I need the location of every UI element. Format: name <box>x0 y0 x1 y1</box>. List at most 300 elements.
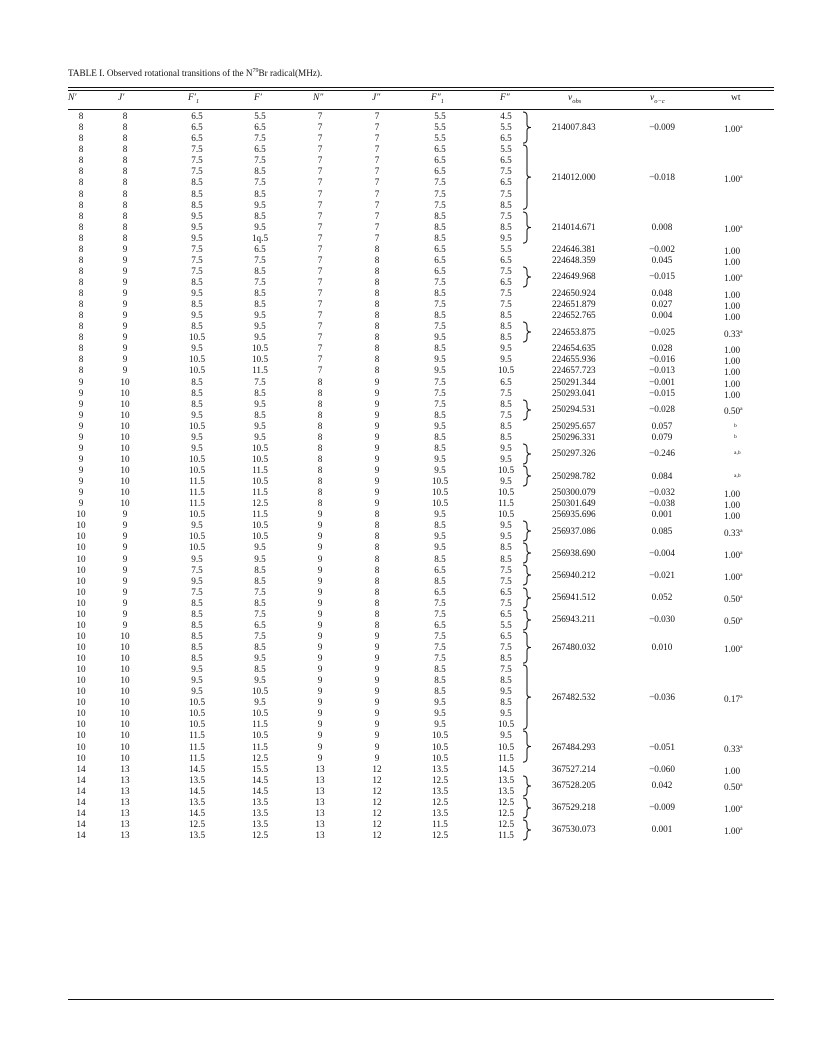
cell-f-double-prime: 8.5 <box>500 420 512 431</box>
cell-f1-prime: 9.5 <box>191 664 203 675</box>
cell-f-prime: 6.5 <box>254 619 266 630</box>
cell-j-prime: 10 <box>120 630 130 641</box>
cell-j-double-prime: 9 <box>374 431 380 442</box>
cell-f-prime: 10.5 <box>251 476 269 487</box>
cell-j-prime: 10 <box>120 487 130 498</box>
cell-nu-obs: 250293.041 <box>552 387 596 398</box>
wt-footnote-mark: b <box>734 433 737 440</box>
cell-f-double-prime: 6.5 <box>500 177 512 188</box>
group-brace <box>522 631 534 664</box>
cell-n-prime: 8 <box>78 365 84 376</box>
cell-n-prime: 8 <box>78 288 84 299</box>
cell-n-double-prime: 8 <box>317 376 323 387</box>
cell-j-prime: 9 <box>122 520 128 531</box>
cell-f1-prime: 8.5 <box>191 398 203 409</box>
cell-f-prime: 9.5 <box>254 653 266 664</box>
cell-f1-double-prime: 8.5 <box>434 210 446 221</box>
cell-j-prime: 9 <box>122 531 128 542</box>
cell-j-prime: 8 <box>122 199 128 210</box>
cell-f1-double-prime: 9.5 <box>434 465 446 476</box>
cell-n-prime: 9 <box>78 420 84 431</box>
cell-j-prime: 9 <box>122 365 128 376</box>
cell-j-double-prime: 7 <box>374 122 380 133</box>
cell-f1-prime: 10.5 <box>188 708 206 719</box>
cell-j-double-prime: 8 <box>374 542 380 553</box>
cell-f1-prime: 10.5 <box>188 420 206 431</box>
cell-f1-prime: 7.5 <box>191 166 203 177</box>
cell-nu-obs: 367527.214 <box>552 763 596 774</box>
cell-j-prime: 10 <box>120 442 130 453</box>
cell-f-prime: 11.5 <box>252 719 268 730</box>
wt-footnote-mark: a <box>740 223 743 230</box>
cell-j-prime: 8 <box>122 210 128 221</box>
cell-f1-prime: 10.5 <box>188 354 206 365</box>
wt-footnote-mark: a <box>740 826 743 833</box>
cell-f-double-prime: 7.5 <box>500 188 512 199</box>
cell-f-prime: 9.5 <box>254 542 266 553</box>
cell-f1-prime: 10.5 <box>188 697 206 708</box>
cell-j-prime: 9 <box>122 299 128 310</box>
cell-j-double-prime: 9 <box>374 730 380 741</box>
group-brace <box>522 730 534 763</box>
cell-j-prime: 10 <box>120 431 130 442</box>
group-brace <box>522 587 534 609</box>
cell-nu-obs: 256935.696 <box>552 509 596 520</box>
cell-n-double-prime: 13 <box>315 763 325 774</box>
cell-f-double-prime: 8.5 <box>500 431 512 442</box>
cell-n-double-prime: 7 <box>317 277 323 287</box>
cell-f-prime: 11.5 <box>252 509 268 520</box>
cell-wt <box>724 742 743 755</box>
cell-nu-obs: 250295.657 <box>552 420 596 431</box>
caption-text: TABLE I. Observed rotational transitions of the N <box>68 68 253 79</box>
cell-j-prime: 9 <box>122 332 128 343</box>
cell-nu-obs: 367529.218 <box>552 802 596 813</box>
cell-n-prime: 8 <box>78 155 84 166</box>
wt-value: 0.33 <box>724 328 741 339</box>
cell-f-prime: 7.5 <box>254 254 266 265</box>
cell-n-prime: 10 <box>76 597 86 608</box>
cell-nu-obs: 267482.532 <box>552 691 596 702</box>
cell-f1-double-prime: 13.5 <box>431 807 449 818</box>
cell-n-prime: 10 <box>76 719 86 730</box>
group-brace <box>522 775 534 797</box>
cell-n-prime: 10 <box>76 531 86 542</box>
cell-nu-o-c: 0.057 <box>651 420 673 431</box>
cell-f1-double-prime: 6.5 <box>434 254 446 265</box>
cell-f1-prime: 11.5 <box>189 498 205 509</box>
cell-j-double-prime: 9 <box>374 675 380 686</box>
cell-f1-double-prime: 8.5 <box>434 686 446 697</box>
cell-nu-o-c: −0.016 <box>649 354 675 365</box>
cell-n-prime: 9 <box>78 476 84 487</box>
cell-j-double-prime: 9 <box>374 465 380 476</box>
cell-n-double-prime: 7 <box>317 343 323 354</box>
cell-f-double-prime: 7.5 <box>500 597 512 608</box>
cell-n-double-prime: 13 <box>315 774 325 785</box>
cell-nu-o-c: −0.030 <box>649 614 675 625</box>
cell-j-double-prime: 12 <box>372 818 382 829</box>
cell-f1-double-prime: 8.5 <box>434 310 446 321</box>
cell-n-prime: 8 <box>78 122 84 133</box>
cell-f-double-prime: 9.5 <box>500 343 512 354</box>
cell-wt <box>724 570 743 583</box>
cell-n-prime: 9 <box>78 398 84 409</box>
cell-nu-obs: 224651.879 <box>552 299 596 310</box>
cell-j-double-prime: 8 <box>374 564 380 575</box>
wt-value: 1.00 <box>724 826 741 837</box>
cell-n-prime: 10 <box>76 630 86 641</box>
cell-f1-double-prime: 8.5 <box>434 553 446 564</box>
cell-f-prime: 10.5 <box>251 520 269 531</box>
cell-f-double-prime: 7.5 <box>500 210 512 221</box>
header-label: ν <box>650 93 655 103</box>
cell-j-double-prime: 8 <box>374 343 380 354</box>
wt-value: 1.00 <box>724 245 741 256</box>
cell-n-prime: 8 <box>78 188 84 199</box>
cell-nu-obs: 250301.649 <box>552 498 596 509</box>
cell-n-double-prime: 13 <box>315 796 325 807</box>
cell-wt <box>724 327 743 340</box>
wt-value: 1.00 <box>724 312 741 323</box>
cell-j-prime: 8 <box>122 144 128 155</box>
cell-f1-prime: 14.5 <box>188 785 206 796</box>
cell-n-double-prime: 7 <box>317 177 323 188</box>
cell-j-double-prime: 7 <box>374 111 380 122</box>
cell-j-double-prime: 8 <box>374 520 380 531</box>
cell-f1-prime: 6.5 <box>191 133 203 144</box>
cell-n-double-prime: 13 <box>315 807 325 818</box>
cell-f1-double-prime: 7.5 <box>434 608 446 619</box>
cell-nu-obs: 250294.531 <box>552 404 596 415</box>
cell-j-double-prime: 9 <box>374 752 380 763</box>
cell-n-double-prime: 7 <box>317 265 323 276</box>
cell-n-prime: 14 <box>76 774 86 785</box>
cell-j-double-prime: 8 <box>374 586 380 597</box>
group-brace <box>522 797 534 819</box>
cell-f-prime: 11.5 <box>252 365 268 376</box>
cell-n-prime: 10 <box>76 675 86 686</box>
cell-f1-prime: 10.5 <box>188 365 206 376</box>
cell-f-prime: 10.5 <box>251 730 269 741</box>
cell-n-double-prime: 9 <box>317 630 323 641</box>
cell-n-double-prime: 7 <box>317 221 323 232</box>
cell-f-prime: 13.5 <box>251 818 269 829</box>
cell-nu-o-c: −0.038 <box>649 498 675 509</box>
cell-n-prime: 14 <box>76 763 86 774</box>
cell-f-prime: 15.5 <box>251 763 269 774</box>
cell-nu-obs: 224649.968 <box>552 271 596 282</box>
cell-f-prime: 9.5 <box>254 553 266 564</box>
cell-f-double-prime: 8.5 <box>500 310 512 321</box>
cell-j-double-prime: 9 <box>374 498 380 509</box>
cell-nu-o-c: 0.008 <box>651 221 673 232</box>
cell-f-double-prime: 9.5 <box>500 453 512 464</box>
group-brace <box>522 321 534 343</box>
wt-value: 1.00 <box>724 378 741 389</box>
cell-j-double-prime: 9 <box>374 376 380 387</box>
cell-nu-o-c: −0.009 <box>649 802 675 813</box>
cell-f-prime: 9.5 <box>254 697 266 708</box>
cell-f-double-prime: 12.5 <box>497 818 515 829</box>
group-brace <box>522 266 534 288</box>
cell-n-prime: 10 <box>76 542 86 553</box>
cell-j-prime: 13 <box>120 807 130 818</box>
cell-j-double-prime: 8 <box>374 354 380 365</box>
cell-n-prime: 9 <box>78 387 84 398</box>
cell-nu-o-c: −0.246 <box>649 448 675 459</box>
cell-j-double-prime: 8 <box>374 265 380 276</box>
cell-n-prime: 10 <box>76 664 86 675</box>
cell-wt <box>724 764 740 777</box>
wt-value: 1.00 <box>724 256 741 267</box>
cell-f1-double-prime: 7.5 <box>434 277 446 287</box>
cell-n-double-prime: 8 <box>317 487 323 498</box>
cell-f1-double-prime: 10.5 <box>431 487 449 498</box>
cell-f-double-prime: 7.5 <box>500 299 512 310</box>
cell-f1-prime: 7.5 <box>191 265 203 276</box>
cell-j-double-prime: 9 <box>374 476 380 487</box>
cell-n-double-prime: 7 <box>317 133 323 144</box>
cell-nu-o-c: 0.004 <box>651 310 673 321</box>
cell-n-double-prime: 8 <box>317 465 323 476</box>
wt-value: 1.00 <box>724 273 741 284</box>
cell-f1-prime: 8.5 <box>191 630 203 641</box>
wt-value: 1.00 <box>724 489 741 500</box>
cell-f1-double-prime: 7.5 <box>434 299 446 310</box>
cell-f1-prime: 12.5 <box>188 818 206 829</box>
cell-nu-o-c: −0.001 <box>649 376 675 387</box>
header-sub: 1 <box>440 97 445 105</box>
group-brace <box>522 111 534 144</box>
cell-nu-obs: 256940.212 <box>552 570 596 581</box>
wt-value: 0.17 <box>724 693 741 704</box>
cell-nu-o-c: −0.060 <box>649 763 675 774</box>
cell-nu-o-c: −0.036 <box>649 691 675 702</box>
cell-n-prime: 8 <box>78 232 84 243</box>
wt-value: 1.00 <box>724 301 741 312</box>
cell-n-double-prime: 7 <box>317 288 323 299</box>
wt-value: 1.00 <box>724 644 741 655</box>
cell-nu-o-c: −0.013 <box>649 365 675 376</box>
cell-f1-double-prime: 8.5 <box>434 288 446 299</box>
cell-j-prime: 10 <box>120 409 130 420</box>
cell-j-prime: 10 <box>120 465 130 476</box>
cell-nu-obs: 256937.086 <box>552 525 596 536</box>
header-label: wt <box>731 93 741 103</box>
cell-n-prime: 8 <box>78 111 84 122</box>
wt-value: 1.00 <box>724 223 741 234</box>
cell-n-prime: 9 <box>78 487 84 498</box>
cell-j-prime: 10 <box>120 752 130 763</box>
cell-n-double-prime: 9 <box>317 675 323 686</box>
cell-wt <box>724 614 743 627</box>
cell-nu-o-c: 0.052 <box>651 592 673 603</box>
cell-nu-obs: 256941.512 <box>552 592 596 603</box>
cell-n-double-prime: 13 <box>315 785 325 796</box>
cell-f1-double-prime: 11.5 <box>432 818 448 829</box>
cell-f1-prime: 6.5 <box>191 111 203 122</box>
cell-f-double-prime: 8.5 <box>500 697 512 708</box>
cell-j-prime: 13 <box>120 785 130 796</box>
cell-f1-double-prime: 8.5 <box>434 343 446 354</box>
cell-j-prime: 10 <box>120 641 130 652</box>
cell-f-prime: 9.5 <box>254 310 266 321</box>
cell-f-prime: 12.5 <box>251 752 269 763</box>
cell-f1-double-prime: 8.5 <box>434 442 446 453</box>
cell-j-prime: 10 <box>120 653 130 664</box>
wt-value: 0.33 <box>724 743 741 754</box>
cell-wt <box>724 824 743 837</box>
cell-j-prime: 10 <box>120 453 130 464</box>
cell-n-prime: 10 <box>76 730 86 741</box>
cell-n-double-prime: 9 <box>317 564 323 575</box>
wt-footnote-mark: a <box>740 527 743 534</box>
cell-j-prime: 9 <box>122 553 128 564</box>
cell-j-prime: 10 <box>120 476 130 487</box>
cell-nu-o-c: −0.032 <box>649 487 675 498</box>
cell-f-double-prime: 7.5 <box>500 641 512 652</box>
cell-nu-o-c: −0.004 <box>649 547 675 558</box>
cell-j-double-prime: 12 <box>372 796 382 807</box>
cell-j-prime: 10 <box>120 741 130 752</box>
cell-n-double-prime: 9 <box>317 752 323 763</box>
cell-n-prime: 8 <box>78 265 84 276</box>
wt-value: 1.00 <box>724 173 741 184</box>
cell-f1-double-prime: 7.5 <box>434 653 446 664</box>
cell-f-prime: 8.5 <box>254 641 266 652</box>
cell-j-prime: 9 <box>122 619 128 630</box>
cell-nu-o-c: 0.010 <box>651 641 673 652</box>
cell-j-prime: 9 <box>122 542 128 553</box>
cell-f-double-prime: 7.5 <box>500 664 512 675</box>
cell-f-double-prime: 9.5 <box>500 686 512 697</box>
group-brace <box>522 542 534 564</box>
cell-j-double-prime: 9 <box>374 741 380 752</box>
cell-wt <box>724 404 743 417</box>
cell-f1-prime: 8.5 <box>191 608 203 619</box>
cell-n-prime: 9 <box>78 498 84 509</box>
cell-f1-prime: 9.5 <box>191 431 203 442</box>
cell-f-prime: 13.5 <box>251 796 269 807</box>
wt-value: 0.50 <box>724 406 741 417</box>
cell-f-prime: 11.5 <box>252 741 268 752</box>
cell-f1-double-prime: 7.5 <box>434 177 446 188</box>
header-label: J′ <box>118 93 125 103</box>
cell-f1-prime: 8.5 <box>191 277 203 287</box>
cell-j-prime: 9 <box>122 343 128 354</box>
cell-n-double-prime: 9 <box>317 520 323 531</box>
wt-value: 1.00 <box>724 500 741 511</box>
cell-n-prime: 9 <box>78 409 84 420</box>
cell-j-double-prime: 9 <box>374 697 380 708</box>
cell-f-prime: 1q.5 <box>251 232 269 243</box>
wt-footnote-mark: a <box>740 273 743 280</box>
cell-f-double-prime: 7.5 <box>500 409 512 420</box>
cell-f1-prime: 11.5 <box>189 476 205 487</box>
cell-f-double-prime: 11.5 <box>498 498 514 509</box>
cell-n-double-prime: 7 <box>317 365 323 376</box>
cell-j-prime: 10 <box>120 664 130 675</box>
cell-f1-prime: 13.5 <box>188 774 206 785</box>
cell-nu-obs: 367528.205 <box>552 780 596 791</box>
cell-f1-prime: 14.5 <box>188 807 206 818</box>
cell-f-prime: 9.5 <box>254 420 266 431</box>
cell-f-prime: 8.5 <box>254 288 266 299</box>
cell-f-prime: 10.5 <box>251 343 269 354</box>
wt-footnote-mark: a <box>740 173 743 180</box>
cell-f1-double-prime: 12.5 <box>431 830 449 840</box>
cell-nu-obs: 214014.671 <box>552 221 596 232</box>
cell-n-double-prime: 7 <box>317 232 323 243</box>
group-brace <box>522 564 534 586</box>
cell-n-double-prime: 7 <box>317 188 323 199</box>
group-brace <box>522 465 534 487</box>
cell-f-double-prime: 13.5 <box>497 785 515 796</box>
cell-f1-prime: 9.5 <box>191 442 203 453</box>
cell-j-prime: 8 <box>122 155 128 166</box>
cell-n-double-prime: 9 <box>317 708 323 719</box>
cell-j-prime: 8 <box>122 177 128 188</box>
cell-f1-prime: 10.5 <box>188 465 206 476</box>
wt-footnote-mark: a <box>740 804 743 811</box>
cell-f-double-prime: 7.5 <box>500 564 512 575</box>
cell-n-prime: 8 <box>78 354 84 365</box>
cell-nu-o-c: −0.028 <box>649 404 675 415</box>
cell-j-double-prime: 8 <box>374 243 380 254</box>
cell-wt <box>734 471 741 484</box>
cell-j-prime: 9 <box>122 354 128 365</box>
cell-n-prime: 8 <box>78 133 84 144</box>
cell-n-double-prime: 8 <box>317 431 323 442</box>
cell-j-double-prime: 9 <box>374 442 380 453</box>
cell-f1-double-prime: 8.5 <box>434 520 446 531</box>
cell-j-prime: 9 <box>122 310 128 321</box>
cell-j-double-prime: 8 <box>374 277 380 287</box>
cell-n-prime: 9 <box>78 465 84 476</box>
cell-f1-double-prime: 9.5 <box>434 354 446 365</box>
cell-f-prime: 8.5 <box>254 387 266 398</box>
wt-footnote-mark: a <box>740 643 743 650</box>
cell-j-double-prime: 9 <box>374 686 380 697</box>
cell-n-double-prime: 9 <box>317 664 323 675</box>
cell-f1-double-prime: 9.5 <box>434 719 446 730</box>
cell-f1-double-prime: 13.5 <box>431 785 449 796</box>
cell-f1-prime: 8.5 <box>191 653 203 664</box>
cell-f1-prime: 8.5 <box>191 597 203 608</box>
cell-f-double-prime: 6.5 <box>500 277 512 287</box>
cell-j-double-prime: 8 <box>374 321 380 332</box>
cell-j-double-prime: 8 <box>374 619 380 630</box>
cell-f-prime: 7.5 <box>254 277 266 287</box>
cell-wt <box>724 592 743 605</box>
cell-j-double-prime: 8 <box>374 509 380 520</box>
cell-f1-prime: 8.5 <box>191 188 203 199</box>
cell-f1-double-prime: 7.5 <box>434 630 446 641</box>
cell-j-prime: 10 <box>120 398 130 409</box>
cell-n-prime: 8 <box>78 321 84 332</box>
cell-nu-obs: 367530.073 <box>552 824 596 835</box>
cell-j-double-prime: 9 <box>374 641 380 652</box>
cell-j-prime: 9 <box>122 321 128 332</box>
cell-f-prime: 8.5 <box>254 575 266 586</box>
cell-n-prime: 8 <box>78 144 84 155</box>
cell-f1-prime: 9.5 <box>191 232 203 243</box>
cell-nu-o-c: −0.018 <box>649 171 675 182</box>
cell-f1-double-prime: 9.5 <box>434 697 446 708</box>
cell-f1-prime: 9.5 <box>191 310 203 321</box>
cell-nu-obs: 250291.344 <box>552 376 596 387</box>
